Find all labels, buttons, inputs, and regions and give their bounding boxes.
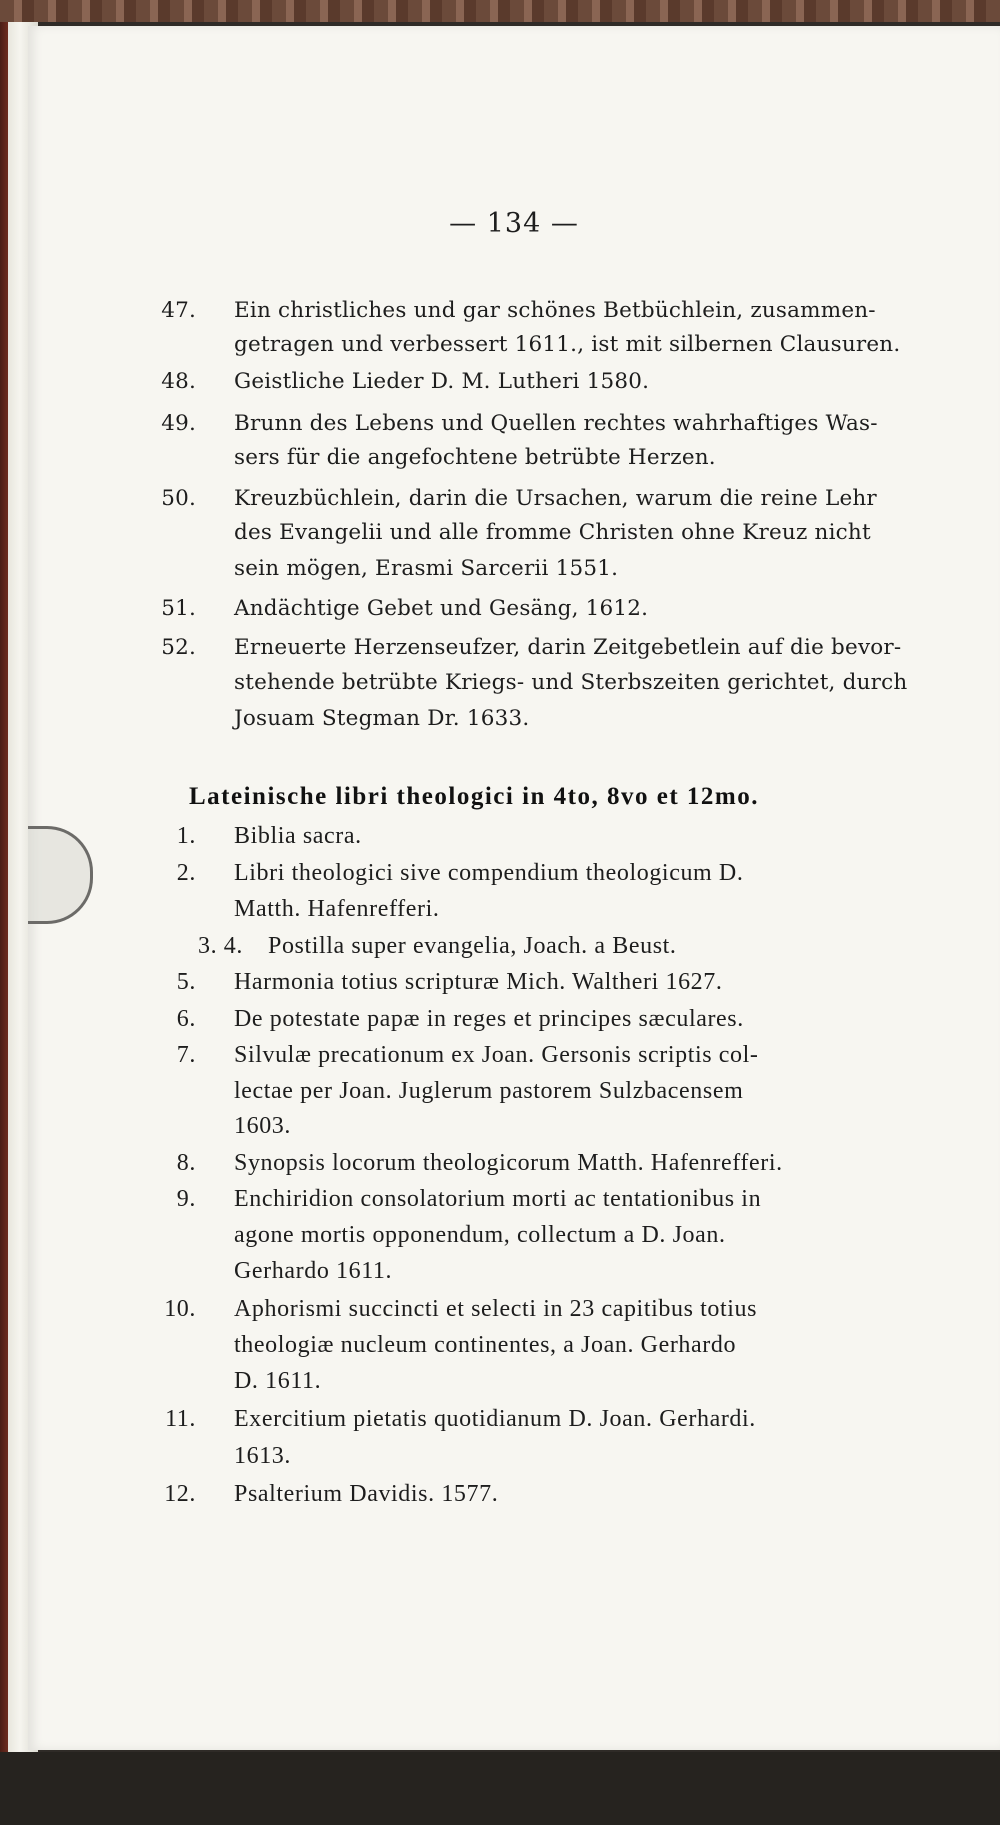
- entry-text-line: Matth. Hafenrefferi.: [234, 896, 440, 922]
- book-cover-edge: [0, 0, 1000, 22]
- entry-text-line: Brunn des Lebens und Quellen rechtes wahrhaftiges Was-: [234, 411, 878, 436]
- entry-text-line: Ein christliches und gar schönes Betbüchlein, zusammen-: [234, 298, 876, 323]
- entry-text-line: getragen und verbessert 1611., ist mit silbernen Clausuren.: [234, 332, 901, 357]
- entry-text-line: 1603.: [234, 1113, 291, 1139]
- entry-text-line: agone mortis opponendum, collectum a D. Joan.: [234, 1222, 726, 1248]
- entry-text-line: Erneuerte Herzenseufzer, darin Zeitgebetlein auf die bevor-: [234, 635, 902, 660]
- entry-text-line: Postilla super evangelia, Joach. a Beust.: [268, 933, 677, 959]
- entry-text-line: Silvulæ precationum ex Joan. Gersonis scriptis col-: [234, 1042, 759, 1068]
- entry-number: 48.: [161, 369, 196, 394]
- entry-text-line: theologiæ nucleum continentes, a Joan. Gerhardo: [234, 1332, 737, 1358]
- entry-number: 51.: [161, 596, 196, 621]
- book-page: [28, 26, 1000, 1750]
- entry-number: 10.: [164, 1296, 196, 1322]
- entry-list: [28, 26, 1000, 1750]
- entry-number: 7.: [176, 1042, 196, 1068]
- page-number: — 134 —: [449, 208, 579, 239]
- entry-number: 47.: [161, 298, 196, 323]
- entry-number: 8.: [176, 1150, 196, 1176]
- entry-number: 5.: [176, 969, 196, 995]
- entry-number: 6.: [176, 1006, 196, 1032]
- entry-number: 9.: [176, 1186, 196, 1212]
- entry-text-line: Exercitium pietatis quotidianum D. Joan. Gerhardi.: [234, 1406, 756, 1432]
- entry-number: 52.: [161, 635, 196, 660]
- entry-text-line: Enchiridion consolatorium morti ac tentationibus in: [234, 1186, 762, 1212]
- entry-text-line: sers für die angefochtene betrübte Herzen.: [234, 445, 716, 470]
- entry-number: 11.: [165, 1406, 196, 1432]
- entry-number: 2.: [176, 860, 196, 886]
- entry-text-line: sein mögen, Erasmi Sarcerii 1551.: [234, 556, 619, 581]
- entry-number: 12.: [164, 1481, 196, 1507]
- entry-text-line: Kreuzbüchlein, darin die Ursachen, warum die reine Lehr: [234, 486, 877, 511]
- entry-number: 3. 4.: [198, 933, 243, 959]
- entry-text-line: stehende betrübte Kriegs- und Sterbszeiten gerichtet, durch: [234, 670, 908, 695]
- entry-text-line: Geistliche Lieder D. M. Lutheri 1580.: [234, 369, 650, 394]
- entry-number: 1.: [176, 823, 196, 849]
- entry-text-line: des Evangelii und alle fromme Christen ohne Kreuz nicht: [234, 520, 871, 545]
- entry-text-line: Synopsis locorum theologicorum Matth. Hafenrefferi.: [234, 1150, 783, 1176]
- entry-text-line: Libri theologici sive compendium theologicum D.: [234, 860, 744, 886]
- scan-bottom-edge: [0, 1752, 1000, 1825]
- entry-text-line: lectae per Joan. Juglerum pastorem Sulzbacensem: [234, 1078, 744, 1104]
- entry-text-line: Josuam Stegman Dr. 1633.: [234, 706, 530, 731]
- entry-number: 50.: [161, 486, 196, 511]
- entry-text-line: Andächtige Gebet und Gesäng, 1612.: [234, 596, 649, 621]
- entry-text-line: De potestate papæ in reges et principes sæculares.: [234, 1006, 744, 1032]
- entry-text-line: 1613.: [234, 1443, 291, 1469]
- entry-text-line: D. 1611.: [234, 1368, 322, 1394]
- entry-text-line: Biblia sacra.: [234, 823, 362, 849]
- entry-text-line: Gerhardo 1611.: [234, 1258, 393, 1284]
- entry-number: 49.: [161, 411, 196, 436]
- entry-text-line: Aphorismi succincti et selecti in 23 capitibus totius: [234, 1296, 758, 1322]
- entry-text-line: Psalterium Davidis. 1577.: [234, 1481, 499, 1507]
- section-heading: Lateinische libri theologici in 4to, 8vo et 12mo.: [189, 783, 759, 810]
- entry-text-line: Harmonia totius scripturæ Mich. Waltheri 1627.: [234, 969, 723, 995]
